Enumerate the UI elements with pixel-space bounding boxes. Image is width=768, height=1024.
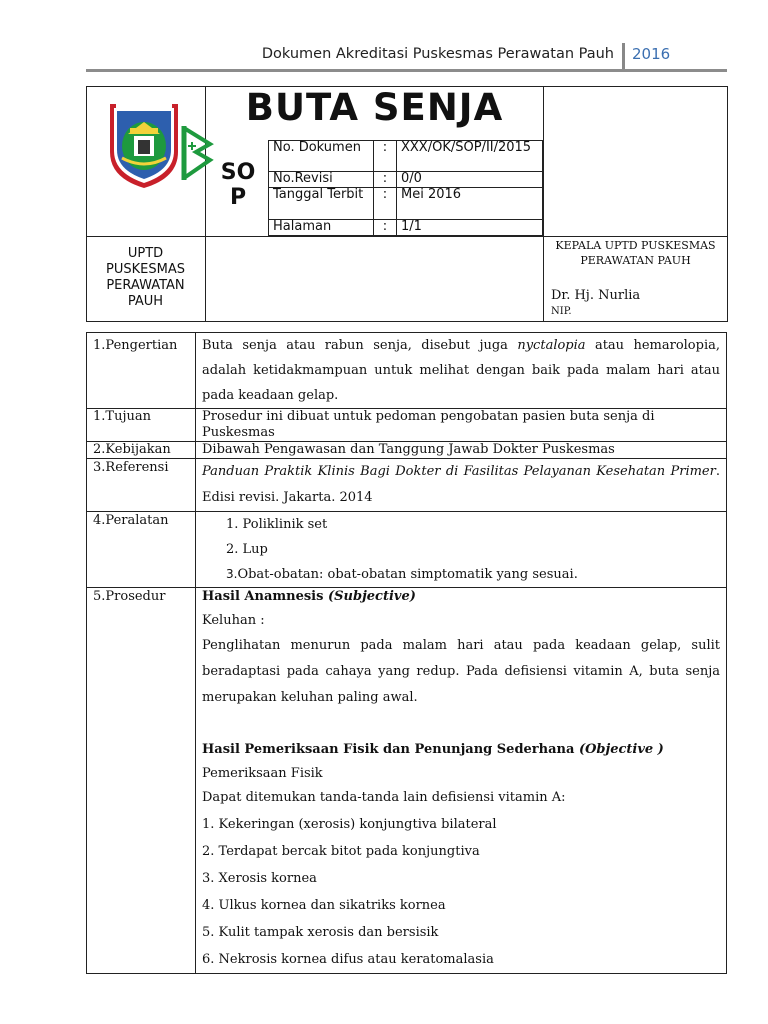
meta-row-tanggal [269, 188, 543, 220]
sop-label-line2: P [229, 185, 247, 210]
unit-name-line: PAUH [127, 294, 164, 309]
row-content: Dibawah Pengawasan dan Tanggung Jawab Dokter Puskesmas [196, 442, 727, 459]
sop-meta-table [268, 140, 543, 236]
meta-value: XXX/OK/SOP/II/2015 [397, 141, 543, 172]
sop-body-table [86, 332, 727, 974]
sign-item: 2. Terdapat bercak bitot pada konjungtiva [202, 844, 480, 859]
pengertian-text-cont: atau hemarolopia, adalah ketidakmampuan untuk melihat dengan baik pada malam hari atau pada keadaan gelap. [202, 338, 720, 403]
meta-separator: : [374, 172, 397, 188]
document-header-title: Dokumen Akreditasi Puskesmas Perawatan Pauh [261, 46, 614, 62]
sign-item: 3. Xerosis kornea [202, 871, 317, 886]
row-content [196, 512, 727, 588]
row-tujuan [87, 409, 727, 442]
row-peralatan [87, 512, 727, 588]
pemeriksaan-label: Pemeriksaan Fisik [202, 766, 323, 781]
anamnesis-title-italic: (Subjective) [327, 589, 416, 604]
equipment-item [202, 562, 720, 587]
meta-value: 0/0 [397, 172, 543, 188]
referensi-detail: . Edisi revisi. Jakarta. 2014 [202, 464, 720, 505]
unit-name-line: UPTD [127, 246, 164, 261]
row-kebijakan [87, 442, 727, 459]
meta-row-revisi [269, 172, 543, 188]
equipment-item-text: Obat-obatan: obat-obatan simptomatik yang sesuai. [237, 567, 578, 582]
keluhan-label: Keluhan : [202, 613, 265, 628]
row-pengertian [87, 333, 727, 409]
sop-title: BUTA SENJA [245, 86, 504, 129]
anamnesis-title: Hasil Anamnesis [202, 589, 328, 604]
row-content [196, 333, 727, 409]
meta-label: No.Revisi [269, 172, 374, 188]
sign-item: 5. Kulit tampak xerosis dan bersisik [202, 925, 439, 940]
equipment-item: 1. Poliklinik set [226, 517, 328, 532]
unit-name-line: PUSKESMAS [106, 262, 185, 277]
meta-row-halaman [269, 220, 543, 236]
header-separator [622, 43, 625, 71]
sop-label-line1: SO [220, 160, 256, 185]
meta-value: 1/1 [397, 220, 543, 236]
equipment-item-number: 3. [226, 567, 238, 581]
puskesmas-logo-icon [176, 122, 214, 184]
row-label: 4.Peralatan [87, 512, 196, 588]
objective-heading [202, 737, 720, 763]
row-content [196, 459, 727, 512]
meta-label: Tanggal Terbit [269, 188, 374, 220]
row-label: 1.Pengertian [87, 333, 196, 409]
row-label: 3.Referensi [87, 459, 196, 512]
document-header-year: 2016 [632, 45, 671, 63]
pengertian-text: Buta senja atau rabun senja, disebut juga [202, 338, 518, 353]
keluhan-text: Penglihatan menurun pada malam hari atau pada keadaan gelap, sulit beradaptasi pada cahaya yang redup. Pada defisiensi vitamin A, buta senja merupakan keluhan paling awal. [202, 638, 720, 705]
pengertian-term: nyctalopia [517, 338, 586, 353]
row-prosedur [87, 588, 727, 974]
kepala-title: KEPALA UPTD PUSKESMAS PERAWATAN PAUH [555, 239, 716, 267]
unit-cell-divider [205, 236, 206, 322]
title-row-divider [86, 236, 728, 237]
signature-cell-divider [543, 86, 544, 322]
meta-value: Mei 2016 [397, 188, 543, 220]
meta-separator: : [374, 220, 397, 236]
header-rule [86, 69, 727, 72]
meta-label: No. Dokumen [269, 141, 374, 172]
objective-title-italic: (Objective ) [578, 742, 664, 757]
kabupaten-logo-icon [104, 98, 184, 190]
tanda-intro: Dapat ditemukan tanda-tanda lain defisiensi vitamin A: [202, 790, 566, 805]
row-label: 2.Kebijakan [87, 442, 196, 459]
objective-title: Hasil Pemeriksaan Fisik dan Penunjang Sederhana [202, 742, 579, 757]
meta-separator: : [374, 188, 397, 220]
meta-label: Halaman [269, 220, 374, 236]
sign-item: 4. Ulkus kornea dan sikatriks kornea [202, 898, 446, 913]
equipment-item: 2. Lup [226, 542, 268, 557]
anamnesis-heading [202, 588, 720, 605]
sign-item: 1. Kekeringan (xerosis) konjungtiva bilateral [202, 817, 497, 832]
unit-name [86, 246, 205, 310]
signer-name: Dr. Hj. Nurlia [551, 288, 641, 303]
referensi-title: Panduan Praktik Klinis Bagi Dokter di Fasilitas Pelayanan Kesehatan Primer [202, 464, 716, 479]
unit-name-line: PERAWATAN [106, 278, 185, 293]
row-content [196, 588, 727, 974]
row-referensi [87, 459, 727, 512]
row-content: Prosedur ini dibuat untuk pedoman pengobatan pasien buta senja di Puskesmas [196, 409, 727, 442]
meta-row-dokumen [269, 141, 543, 172]
signer-nip: NIP. [551, 306, 572, 317]
meta-separator: : [374, 141, 397, 172]
row-label: 1.Tujuan [87, 409, 196, 442]
sop-label [213, 160, 263, 210]
row-label: 5.Prosedur [87, 588, 196, 974]
sign-item: 6. Nekrosis kornea difus atau keratomalasia [202, 952, 494, 967]
